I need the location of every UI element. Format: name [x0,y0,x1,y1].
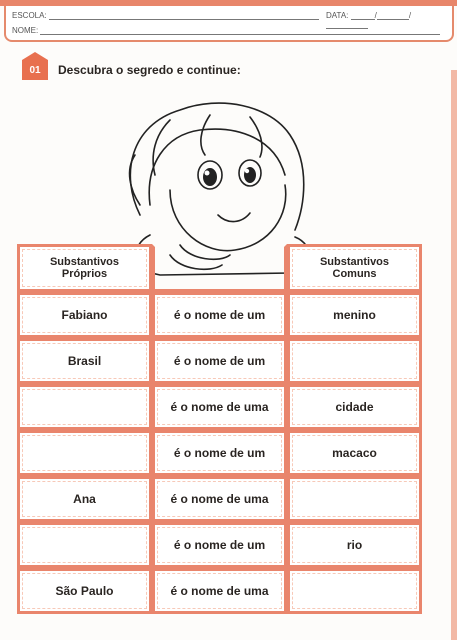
common-noun-cell[interactable]: rio [287,522,422,568]
table-row [17,338,422,384]
school-label: ESCOLA: [12,11,47,20]
header-proper-nouns: Substantivos Próprios [17,244,152,292]
relation-cell: é o nome de uma [152,476,287,522]
common-noun-cell[interactable]: cidade [287,384,422,430]
name-field [12,26,440,35]
proper-noun-cell[interactable] [17,384,152,430]
school-field [12,11,319,20]
common-noun-cell[interactable]: menino [287,292,422,338]
date-label: DATA: [326,11,349,20]
table-row [17,476,422,522]
relation-cell: é o nome de um [152,430,287,476]
table-header-row [17,244,422,292]
right-margin-strip [451,70,457,640]
header-common-nouns: Substantivos Comuns [287,244,422,292]
common-noun-cell[interactable] [287,568,422,614]
proper-noun-cell[interactable]: Fabiano [17,292,152,338]
common-noun-cell[interactable] [287,338,422,384]
proper-noun-cell[interactable]: São Paulo [17,568,152,614]
date-month-line[interactable] [377,11,409,20]
proper-noun-cell[interactable] [17,522,152,568]
relation-cell: é o nome de um [152,338,287,384]
proper-noun-cell[interactable] [17,430,152,476]
date-field: DATA: / / [326,11,452,29]
table-row [17,430,422,476]
exercise-instruction: Descubra o segredo e continue: [58,63,241,77]
table-row [17,384,422,430]
relation-cell: é o nome de uma [152,568,287,614]
table-row [17,568,422,614]
date-day-line[interactable] [351,11,375,20]
table-row [17,292,422,338]
relation-cell: é o nome de um [152,522,287,568]
proper-noun-cell[interactable]: Ana [17,476,152,522]
table-row [17,522,422,568]
common-noun-cell[interactable] [287,476,422,522]
relation-cell: é o nome de uma [152,384,287,430]
substantives-table [17,244,422,614]
name-input-line[interactable] [40,26,440,35]
exercise-number-badge [22,60,48,80]
name-label: NOME: [12,26,39,35]
proper-noun-cell[interactable]: Brasil [17,338,152,384]
common-noun-cell[interactable]: macaco [287,430,422,476]
relation-cell: é o nome de um [152,292,287,338]
school-input-line[interactable] [49,11,319,20]
exercise-number: 01 [29,64,41,76]
header-blank [152,244,287,292]
header-box [4,6,454,42]
